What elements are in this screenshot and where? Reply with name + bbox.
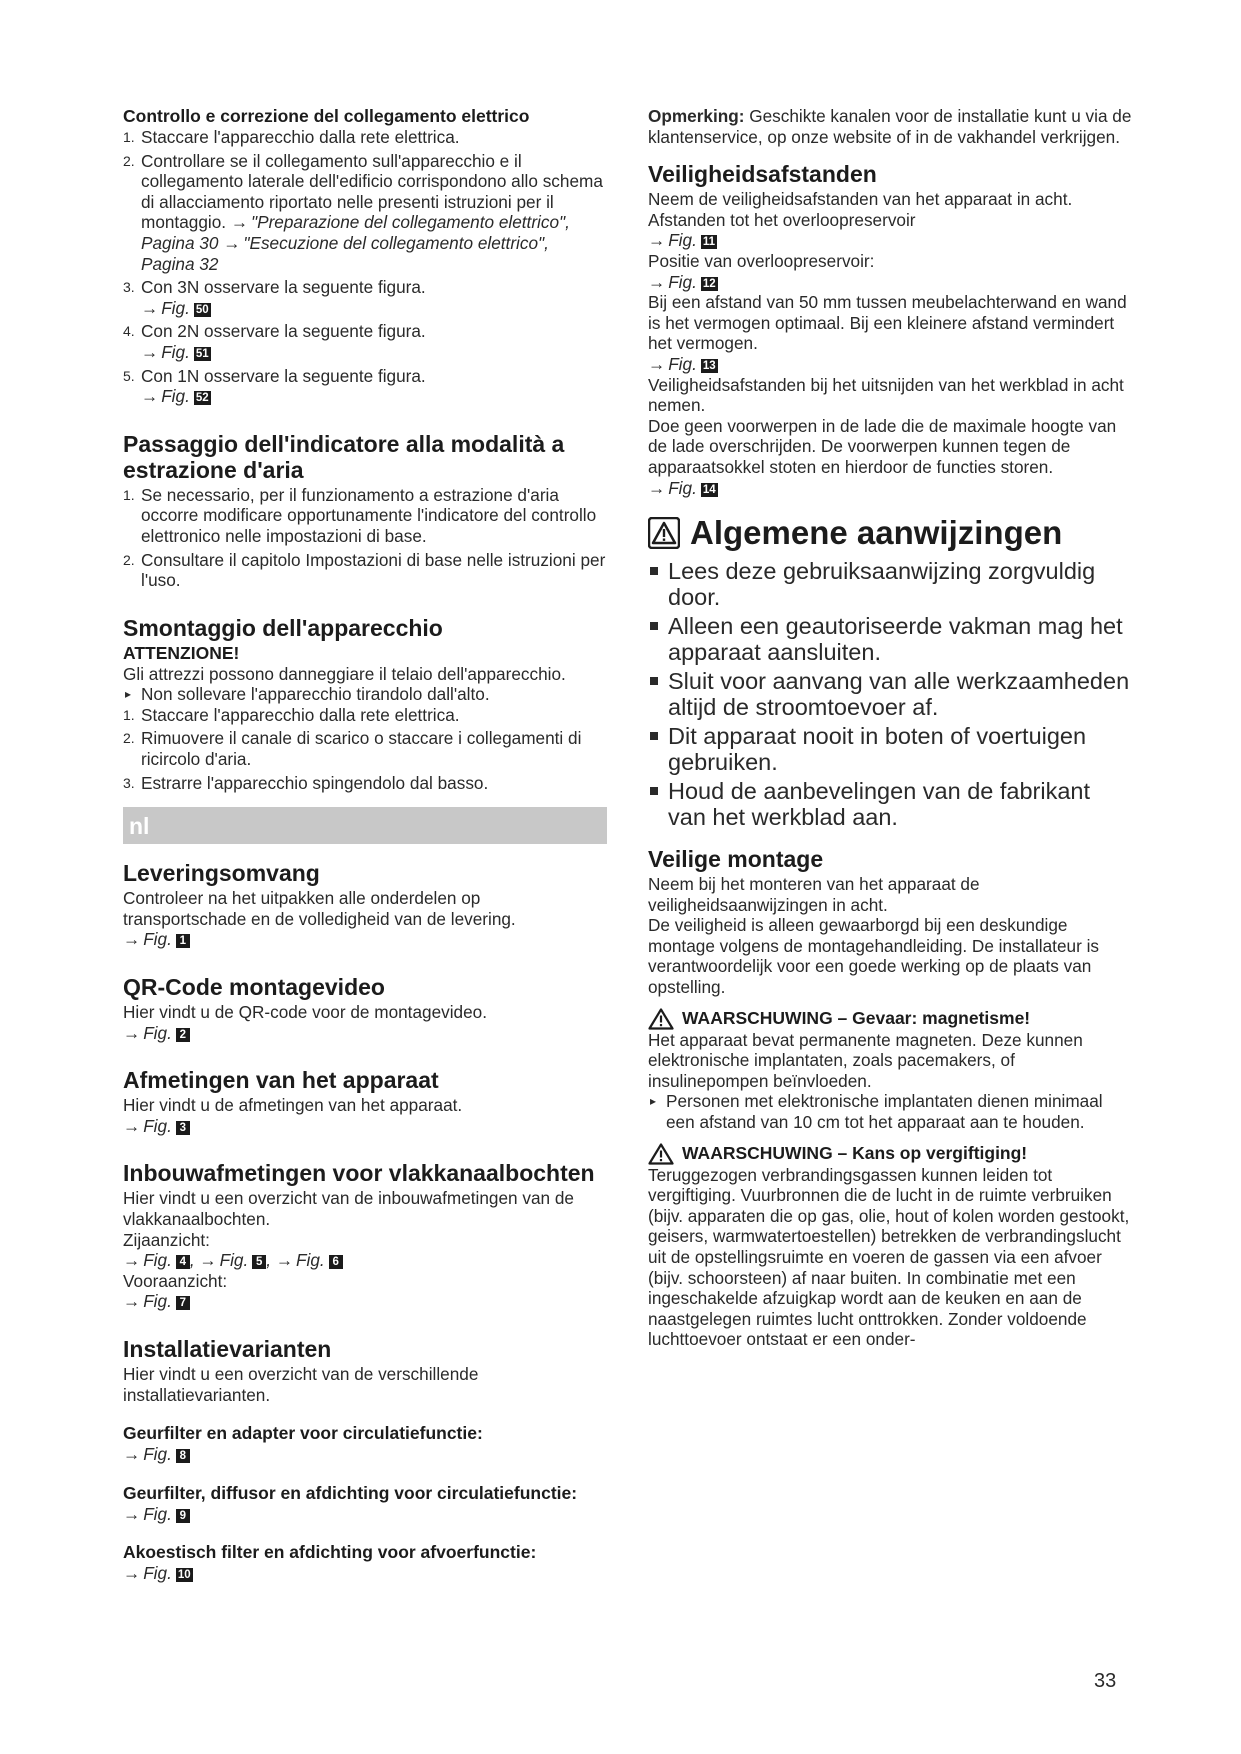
figure-number-badge: 50: [195, 303, 209, 316]
section-heading-afmetingen: Afmetingen van het apparaat: [123, 1067, 439, 1094]
note-paragraph: Opmerking: Geschikte kanalen voor de installatie kunt u via de klantenservice, op onze website of in de vakhandel verkrijgen.: [648, 106, 1132, 147]
section-heading-inbouw: Inbouwafmetingen voor vlakkanaalbochten: [123, 1160, 595, 1187]
paragraph: Hier vindt u de afmetingen van het apparaat.: [123, 1095, 463, 1116]
paragraph: Neem bij het monteren van het apparaat de veiligheidsaanwijzingen in acht.: [648, 874, 980, 915]
note-label: Opmerking:: [648, 106, 745, 126]
figure-reference: → Fig. 50: [141, 297, 209, 318]
variant-label: Akoestisch filter en afdichting voor afvoerfunctie:: [123, 1542, 537, 1563]
list-item: Sluit voor aanvang van alle werkzaamheden altijd de stroomtoevoer af.: [648, 668, 1132, 720]
section-heading-algemene: [648, 514, 1132, 552]
general-instructions-list: [648, 558, 1132, 830]
figure-number-badge: 11: [702, 236, 716, 249]
figure-number-badge: 4: [176, 1255, 190, 1269]
section-heading-veiligheid: Veiligheidsafstanden: [648, 161, 877, 188]
paragraph: Doe geen voorwerpen in de lade die de maximale hoogte van de lade overschrijden. De voorwerpen kunnen tegen de apparaatsokkel stoten en hierdoor de functies storen.: [648, 415, 1117, 477]
figure-reference: → Fig. 1: [123, 929, 607, 950]
side-view-label: Zijaanzicht:: [123, 1229, 210, 1250]
paragraph: Controleer na het uitpakken alle onderdelen op transportschade en de volledigheid van de levering.: [123, 888, 516, 929]
steps-passaggio: [123, 485, 607, 591]
figure-number-badge: 51: [195, 347, 209, 360]
section-heading-smontaggio: Smontaggio dell'apparecchio: [123, 614, 443, 641]
figure-number-badge: 3: [176, 1121, 190, 1135]
figure-reference: → Fig. 8: [123, 1444, 607, 1465]
list-item: 1. Se necessario, per il funzionamento a estrazione d'aria occorre modificare opportunamente l'indicatore del controllo elettronico nelle impostazioni di base.: [123, 484, 597, 546]
instruction-bullet: ▸ Personen met elektronische implantaten dienen minimaal een afstand van 10 cm tot het apparaat aan te houden.: [648, 1091, 1132, 1132]
figure-reference: → Fig. 13: [648, 353, 716, 374]
warning-icon: [648, 517, 680, 549]
figure-number-badge: 10: [177, 1569, 191, 1582]
figure-number-badge: 2: [176, 1028, 190, 1042]
left-column: [123, 106, 607, 1584]
section-heading-montage: Veilige montage: [648, 846, 824, 873]
instruction-bullet: ▸ Non sollevare l'apparecchio tirandolo dall'alto.: [123, 684, 607, 705]
figure-number-badge: 52: [195, 392, 209, 405]
section-heading-passaggio: Passaggio dell'indicatore alla modalità a estrazione d'aria: [123, 430, 565, 483]
warning-heading-magnetism: WAARSCHUWING – Gevaar: magnetisme!: [648, 1008, 1132, 1030]
figure-number-badge: 13: [702, 359, 716, 372]
paragraph: Hier vindt u een overzicht van de inbouwafmetingen van de vlakkanaalbochten.: [123, 1188, 574, 1229]
paragraph: Veiligheidsafstanden bij het uitsnijden van het werkblad in acht nemen.: [648, 374, 1124, 416]
figure-reference: → Fig. 52: [141, 386, 209, 407]
list-item: Lees deze gebruiksaanwijzing zorgvuldig door.: [648, 558, 1132, 610]
figure-reference: → Fig. 7: [123, 1291, 607, 1312]
figure-number-badge: 1: [176, 934, 190, 948]
warning-triangle-icon: [648, 1008, 674, 1030]
warning-heading-poisoning: WAARSCHUWING – Kans op vergiftiging!: [648, 1143, 1132, 1165]
warning-text: Het apparaat bevat permanente magneten. Deze kunnen elektronische implantaten, zoals pacemakers, of insulinepompen beïnvloeden.: [648, 1029, 1083, 1091]
paragraph: De veiligheid is alleen gewaarborgd bij een deskundige montage volgens de montagehandleiding. De installateur is verantwoordelijk voor een goede werking op de plaats van opstelling.: [648, 915, 1099, 998]
figure-reference: → Fig. 51: [141, 341, 209, 362]
list-item: Dit apparaat nooit in boten of voertuigen gebruiken.: [648, 723, 1132, 775]
figure-reference: → Fig. 2: [123, 1023, 607, 1044]
language-bar: [123, 807, 607, 844]
list-item: 2. Rimuovere il canale di scarico o staccare i collegamenti di ricircolo d'aria.: [123, 728, 582, 770]
paragraph: Hier vindt u de QR-code voor de montagevideo.: [123, 1002, 488, 1023]
figure-number-badge: 14: [702, 483, 716, 496]
variant-label: Geurfilter, diffusor en afdichting voor circulatiefunctie:: [123, 1482, 578, 1503]
cross-reference[interactable]: "Esecuzione del collegamento elettrico", Pagina 32: [141, 232, 549, 274]
list-item: 2. Controllare se il collegamento sull'apparecchio e il collegamento laterale dell'edificio corrispondono allo schema di allacciamento riportato nelle presenti istruzioni per il montaggio. → "Preparazione del collegamento elettrico", Pagina 30 → "Esecuzione del collegamento elettrico", Pagina 32: [123, 150, 603, 274]
figure-reference: → Fig. 14: [648, 477, 716, 498]
attention-text: Gli attrezzi possono danneggiare il telaio dell'apparecchio.: [123, 663, 566, 684]
page-number: 33: [1094, 1670, 1117, 1692]
attention-label: ATTENZIONE!: [123, 642, 240, 663]
front-view-label: Vooraanzicht:: [123, 1270, 228, 1291]
paragraph: Afstanden tot het overloopreservoir: [648, 209, 916, 230]
list-item: 1. Staccare l'apparecchio dalla rete elettrica.: [123, 127, 460, 147]
language-code: nl: [129, 813, 150, 840]
paragraph: Neem de veiligheidsafstanden van het apparaat in acht.: [648, 189, 1073, 210]
section-title: Algemene aanwijzingen: [690, 514, 1063, 552]
section-heading-controllo: Controllo e correzione del collegamento elettrico: [123, 106, 530, 126]
figure-number-badge: 9: [176, 1509, 190, 1523]
section-heading-leveringsomvang: Leveringsomvang: [123, 860, 320, 887]
figure-reference: → Fig. 10: [123, 1563, 191, 1584]
list-item: 5. Con 1N osservare la seguente figura. → Fig. 52: [123, 365, 426, 407]
list-item: 2. Consultare il capitolo Impostazioni di base nelle istruzioni per l'uso.: [123, 549, 606, 591]
warning-triangle-icon: [648, 1143, 674, 1165]
list-item: 4. Con 2N osservare la seguente figura. → Fig. 51: [123, 321, 426, 362]
paragraph: Bij een afstand van 50 mm tussen meubelachterwand en wand is het vermogen optimaal. Bij een kleinere afstand vermindert het vermogen.: [648, 292, 1127, 354]
list-item: Houd de aanbevelingen van de fabrikant van het werkblad aan.: [648, 778, 1132, 830]
list-item: Alleen een geautoriseerde vakman mag het apparaat aansluiten.: [648, 613, 1132, 665]
right-column: [648, 106, 1132, 1350]
figure-reference: → Fig. 9: [123, 1504, 607, 1525]
figure-reference: → Fig. 3: [123, 1116, 607, 1137]
figure-number-badge: 6: [329, 1255, 343, 1269]
figure-number-badge: 12: [702, 277, 716, 290]
steps-smontaggio: [123, 705, 607, 793]
list-item: 3. Estrarre l'apparecchio spingendolo dal basso.: [123, 772, 489, 793]
paragraph: Hier vindt u een overzicht van de verschillende installatievarianten.: [123, 1363, 479, 1405]
figure-number-badge: 8: [176, 1449, 190, 1463]
figure-reference: → Fig. 11: [648, 230, 716, 251]
figure-number-badge: 7: [176, 1296, 190, 1310]
figure-number-badge: 5: [252, 1255, 266, 1269]
section-heading-qrcode: QR-Code montagevideo: [123, 974, 385, 1001]
figure-reference: → Fig. 4 , → Fig. 5 , → Fig. 6: [123, 1250, 607, 1271]
figure-reference: → Fig. 12: [648, 271, 716, 292]
section-heading-installatie: Installatievarianten: [123, 1335, 332, 1362]
paragraph: Positie van overloopreservoir:: [648, 250, 875, 271]
variant-label: Geurfilter en adapter voor circulatiefunctie:: [123, 1423, 483, 1444]
steps-controllo: [123, 127, 607, 407]
warning-text: Teruggezogen verbrandingsgassen kunnen leiden tot vergiftiging. Vuurbronnen die de lucht in de ruimte verbruiken (bijv. apparaten die op gas, olie, hout of kolen worden gestookt, geisers, warmwatertoestellen) betrekken de verbrandingslucht uit de opstellingsruimte en voeren de gassen via een afvoer (bijv. schoorsteen) af naar buiten. In combinatie met een ingeschakelde afzuigkap wordt aan de keuken en aan de naastgelegen ruimtes lucht onttrokken. Zonder voldoende luchttoevoer ontstaat er een onder-: [648, 1164, 1130, 1350]
cross-reference[interactable]: "Preparazione del collegamento elettrico", Pagina 30: [141, 212, 570, 253]
list-item: 3. Con 3N osservare la seguente figura. → Fig. 50: [123, 277, 426, 318]
list-item: 1. Staccare l'apparecchio dalla rete elettrica.: [123, 704, 460, 725]
